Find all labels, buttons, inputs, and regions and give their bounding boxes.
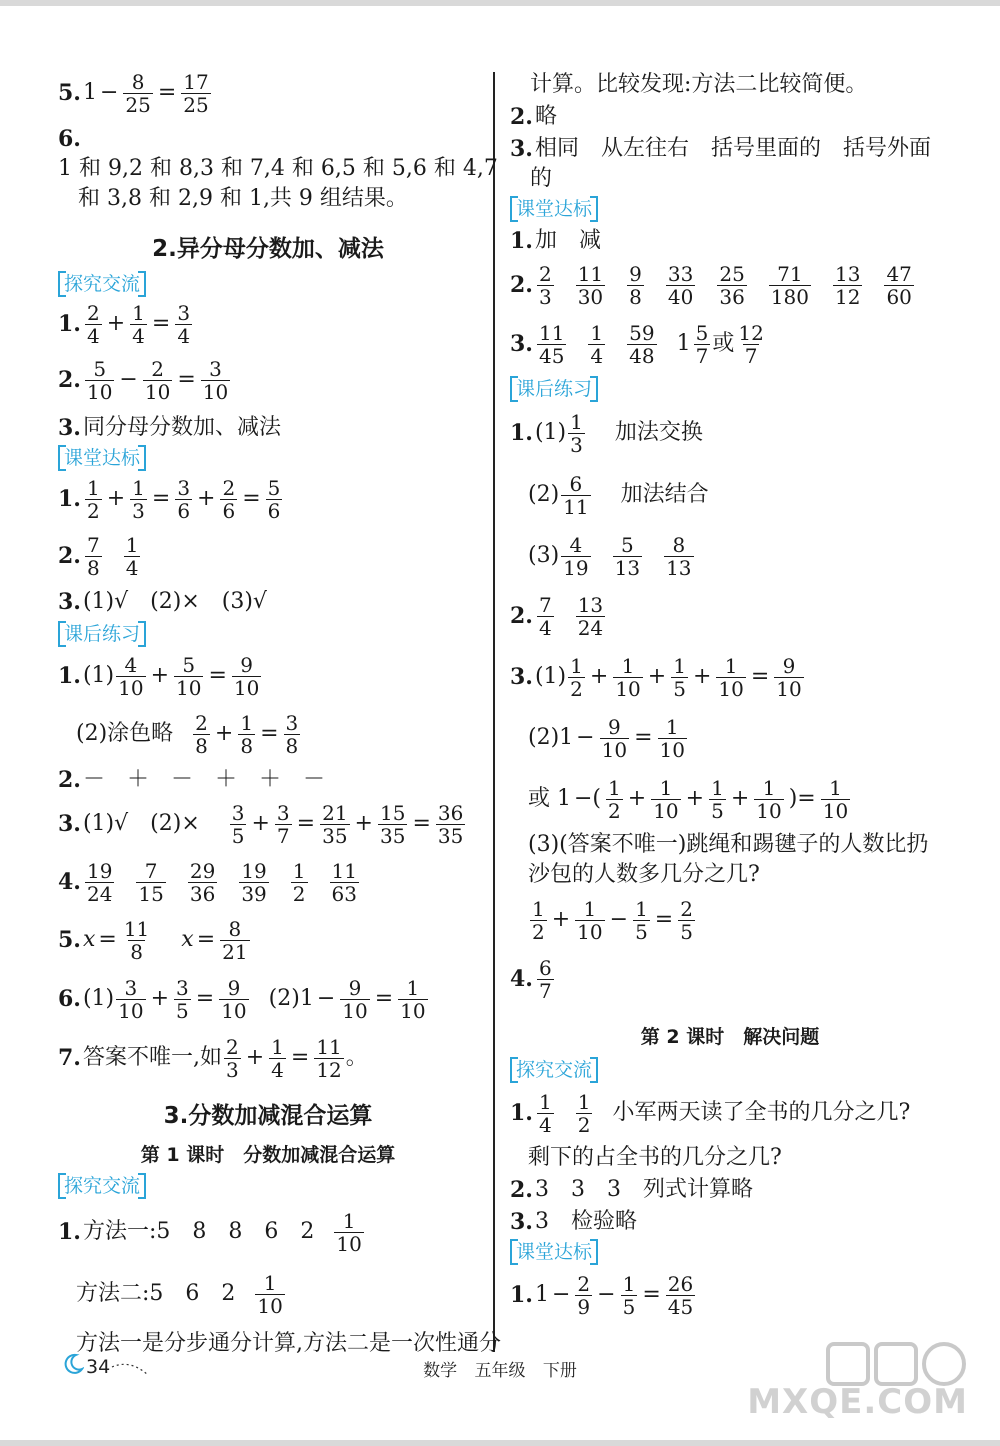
after-r3-3: (3)(答案不唯一)跳绳和踢毽子的人数比扔 <box>528 832 929 857</box>
class-3: 3. (1)√ (2)× (3)√ <box>58 589 267 615</box>
after-r3-1: 3. (1) $\frac{1}{2}$ + $\frac{1}{10}$ + $\frac{1}{5}$ + $\frac{1}{10}$ = $\frac{9}{10}$ <box>510 653 802 701</box>
tag-class-right: 课堂达标 <box>510 196 950 222</box>
method-explain: 方法一是分步通分计算,方法二是一次性通分 <box>76 1331 501 1356</box>
solve-1-line2: 剩下的占全书的几分之几? <box>528 1145 782 1170</box>
explore-1: 1. $\frac{2}{4}$ + $\frac{1}{4}$ = $\frac{3}{4}$ <box>58 300 191 348</box>
class-r2: 2. $\frac{2}{3}$ $\frac{11}{30}$ $\frac{9}{8}$ $\frac{33}{40}$ $\frac{25}{36}$ $\frac{71}{180}$ $\frac{13}{12}$ $\frac{47}{60}$ <box>510 261 912 309</box>
answer-r3: 3. 相同 从左往右 括号里面的 括号外面 <box>510 136 931 162</box>
page-number: 34 <box>86 1356 111 1378</box>
section-title-2: 2.异分母分数加、减法 <box>152 236 384 262</box>
footer-grade: 五年级 <box>474 1361 526 1381</box>
tag-class-right-2: 课堂达标 <box>510 1239 950 1265</box>
section-title-3: 3.分数加减混合运算 <box>163 1103 373 1129</box>
solve-2: 2. 3 3 3 列式计算略 <box>510 1177 753 1203</box>
tag-explore-2: 探究交流 <box>58 1173 478 1199</box>
tag-after: 课后练习 <box>58 621 478 647</box>
class-r3: 3. $\frac{11}{45}$ $\frac{1}{4}$ $\frac{59}{48}$ 1 $\frac{5}{7}$ 或 $\frac{12}{7}$ <box>510 320 764 368</box>
after-r1-1: 1. (1) $\frac{1}{3}$ 加法交换 <box>510 409 703 457</box>
after-5: 5. x = $\frac{11}{8}$ x = $\frac{8}{21}$ <box>58 916 248 964</box>
left-column <box>58 66 501 1359</box>
method-1: 1. 方法一:5 8 8 6 2 $\frac{1}{10}$ <box>58 1208 362 1256</box>
class-r1: 1. 加 减 <box>510 228 601 254</box>
after-1-2: (2)涂色略 $\frac{2}{8}$ + $\frac{1}{8}$ = $\frac{3}{8}$ <box>76 710 299 758</box>
watermark-logo-icon <box>747 1338 978 1426</box>
after-3: 3. (1)√ (2)× $\frac{3}{5}$ + $\frac{3}{7}$ = $\frac{21}{35}$ + $\frac{15}{35}$ = $\frac{36}{35}$ <box>58 800 464 848</box>
tag-after-right: 课后练习 <box>510 376 950 402</box>
tag-class: 课堂达标 <box>58 445 478 471</box>
footer-volume: 下册 <box>542 1361 577 1381</box>
solve-1: 1. $\frac{1}{4}$ $\frac{1}{2}$ 小军两天读了全书的几分之几? <box>510 1089 911 1137</box>
answer-6-line2: 和 3,8 和 2,9 和 1,共 9 组结果。 <box>78 186 408 211</box>
answer-6: 6. 1 和 9,2 和 8,3 和 7,4 和 6,5 和 5,6 和 4,7 <box>58 126 498 181</box>
answer-r2: 2. 略 <box>510 104 557 130</box>
lesson-title-2: 第 2 课时 解决问题 <box>640 1026 820 1048</box>
explore-2: 2. $\frac{5}{10}$ − $\frac{2}{10}$ = $\frac{3}{10}$ <box>58 356 229 404</box>
after-r3-3-line2: 沙包的人数多几分之几? <box>528 862 760 887</box>
class-1: 1. $\frac{1}{2}$ + $\frac{1}{3}$ = $\frac{3}{6}$ + $\frac{2}{6}$ = $\frac{5}{6}$ <box>58 475 281 523</box>
after-r3-3-formula: $\frac{1}{2}$ + $\frac{1}{10}$ − $\frac{1}{5}$ = $\frac{2}{5}$ <box>532 896 693 944</box>
solve-3: 3. 3 检验略 <box>510 1209 637 1235</box>
class-2: 2. $\frac{7}{8}$ $\frac{1}{4}$ <box>58 532 139 580</box>
fraction: $\frac{8}{25}$ <box>125 69 151 117</box>
footer-subject: 数学 <box>423 1361 458 1381</box>
method-2: 方法二:5 6 2 $\frac{1}{10}$ <box>76 1270 283 1318</box>
after-1: 1. (1) $\frac{4}{10}$ + $\frac{5}{10}$ = $\frac{9}{10}$ <box>58 652 260 700</box>
after-r3-2: (2)1 − $\frac{9}{10}$ = $\frac{1}{10}$ <box>528 714 685 762</box>
page-bottom-edge <box>0 1440 1000 1446</box>
after-r3-2-alt: 或 1 −( $\frac{1}{2}$ + $\frac{1}{10}$ + $\frac{1}{5}$ + $\frac{1}{10}$ )= $\frac{1}{10}$ <box>528 775 849 823</box>
method-compare: 计算。比较发现:方法二比较简便。 <box>530 72 868 97</box>
watermark-text: MXQE.COM <box>747 1382 968 1422</box>
answer-r3-line2: 的 <box>530 166 553 191</box>
after-7: 7. 答案不唯一,如 $\frac{2}{3}$ + $\frac{1}{4}$ = $\frac{11}{12}$ 。 <box>58 1034 368 1082</box>
tag-explore-right: 探究交流 <box>510 1057 950 1083</box>
after-r2: 2. $\frac{7}{4}$ $\frac{13}{24}$ <box>510 592 604 640</box>
after-4: 4. $\frac{19}{24}$ $\frac{7}{15}$ $\frac{29}{36}$ $\frac{19}{39}$ $\frac{1}{2}$ $\frac{11}{63}$ <box>58 858 357 906</box>
right-column <box>510 70 950 1325</box>
explore-3: 3. 同分母分数加、减法 <box>58 415 281 441</box>
solve-class-1: 1. 1 − $\frac{2}{9}$ − $\frac{1}{5}$ = $\frac{26}{45}$ <box>510 1271 694 1319</box>
after-r4: 4. $\frac{6}{7}$ <box>510 955 552 1003</box>
lesson-title-1: 第 1 课时 分数加减混合运算 <box>140 1144 396 1166</box>
after-r1-2: (2) $\frac{6}{11}$ 加法结合 <box>528 471 709 519</box>
after-2: 2. － ＋ － ＋ ＋ － <box>58 767 325 793</box>
after-6: 6. (1) $\frac{3}{10}$ + $\frac{3}{5}$ = $\frac{9}{10}$ (2)1 − $\frac{9}{10}$ = $\frac{1}{10}$ <box>58 975 426 1023</box>
column-divider <box>493 72 495 1352</box>
answer-5: 5. 1 − $\frac{8}{25}$ = $\frac{17}{25}$ <box>58 69 209 117</box>
tag-explore: 探究交流 <box>58 271 478 297</box>
after-r1-3: (3) $\frac{4}{19}$ $\frac{5}{13}$ $\frac{8}{13}$ <box>528 532 692 580</box>
fraction: $\frac{17}{25}$ <box>183 69 209 117</box>
page-top-edge <box>0 0 1000 6</box>
